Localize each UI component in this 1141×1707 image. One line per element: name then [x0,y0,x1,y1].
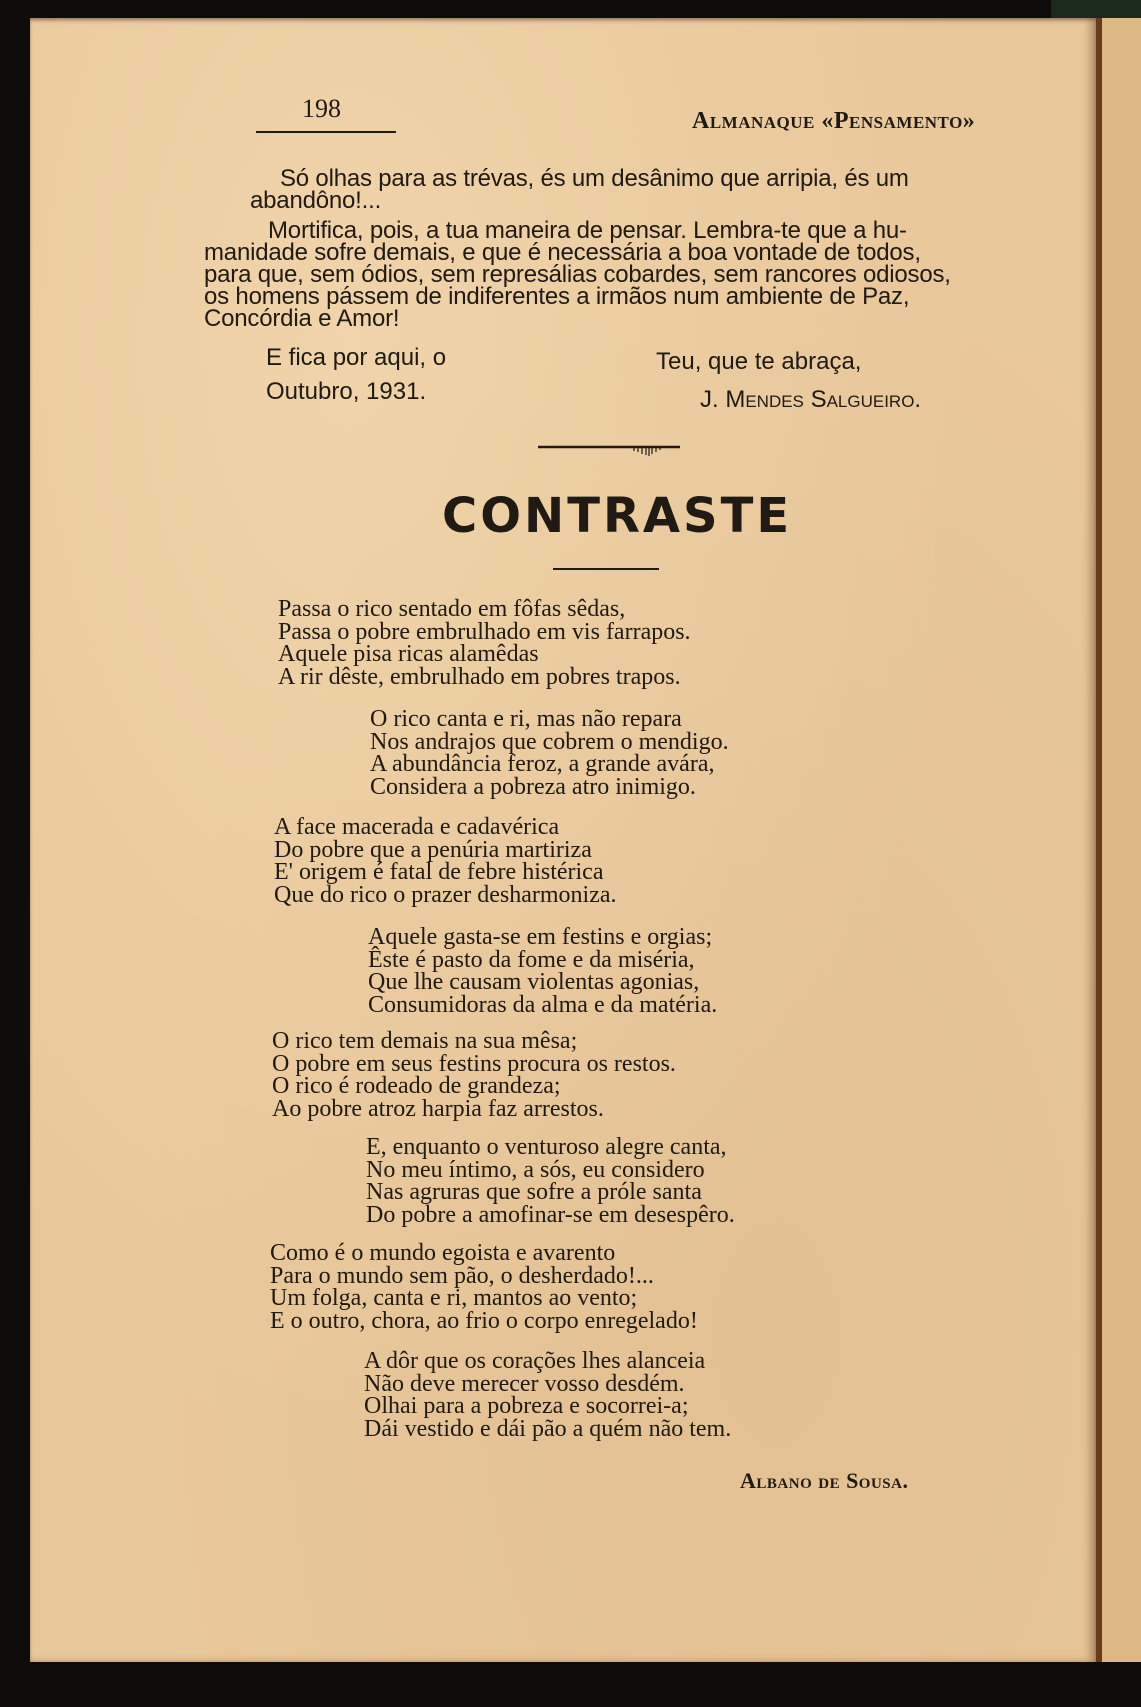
scan-edge [1051,0,1141,18]
poem-line: Não deve merecer vosso desdém. [364,1370,685,1397]
page-number: 198 [302,94,341,123]
facing-page-edge [1102,18,1141,1662]
letter-line: Mortifica, pois, a tua maneira de pensar. Lembra-te que a hu- [268,217,907,244]
poem-line: Um folga, canta e ri, mantos ao vento; [270,1285,638,1311]
poem-line: Êste é pasto da fome e da miséria, [368,946,695,973]
letter-date: Outubro, 1931. [266,378,427,405]
letter-signature: J. Mendes Salgueiro. [700,386,922,413]
poem-line: A dôr que os corações lhes alanceia [364,1348,706,1374]
poem-stanza [270,1242,698,1332]
poem-line: A abundância feroz, a grande avára, [370,751,715,777]
poem-stanza [272,1030,676,1120]
poem-line: No meu íntimo, a sós, eu considero [366,1156,705,1183]
poem-line: O rico tem demais na sua mêsa; [272,1028,578,1054]
poem-line: Que do rico o prazer desharmoniza. [274,881,617,908]
poem-line: Olhai para a pobreza e socorrei-a; [364,1393,689,1419]
letter-line: os homens pássem de indiferentes a irmãos num ambiente de Paz, [204,283,910,310]
poem-stanza [274,816,617,906]
poem-stanza [366,1136,735,1226]
letter-paragraph-2 [204,217,964,332]
poem-stanza [364,1350,731,1440]
poem-line: A face macerada e cadavérica [274,814,560,840]
poem-line: A rir dêste, embrulhado em pobres trapos. [278,663,681,690]
poem-line: Passa o pobre embrulhado em vis farrapos. [278,618,691,645]
poem-line: O pobre em seus festins procura os restos. [272,1050,676,1077]
poem-line: Consumidoras da alma e da matéria. [368,991,718,1018]
poem-line: Nas agruras que sofre a próle santa [366,1179,702,1205]
poem-line: E, enquanto o venturoso alegre canta, [366,1134,727,1160]
poem-stanza [368,926,717,1016]
poem-author: Albano de Sousa. [740,1468,909,1493]
poem-line: E o outro, chora, ao frio o corpo enregelado! [270,1307,698,1334]
poem-stanza [370,708,729,798]
poem-line: Aquele gasta-se em festins e orgias; [368,924,713,950]
poem-title: CONTRASTE [442,488,793,544]
poem-line: Nos andrajos que cobrem o mendigo. [370,728,729,755]
poem-line: Do pobre que a penúria martiriza [274,836,592,863]
poem-line: O rico canta e ri, mas não repara [370,706,682,732]
closing-left: E fica por aqui, o [266,344,447,371]
poem-line: Do pobre a amofinar-se em desespêro. [366,1201,735,1228]
poem-line: O rico é rodeado de grandeza; [272,1073,561,1099]
poem-line: Para o mundo sem pão, o desherdado!... [270,1262,654,1289]
letter-line: para que, sem ódios, sem represálias cobardes, sem rancores odiosos, [204,261,951,288]
poem-line: Ao pobre atroz harpia faz arrestos. [272,1095,604,1122]
poem-stanza [278,598,691,688]
poem-line: Dái vestido e dái pão a quém não tem. [364,1415,732,1442]
closing-right: Teu, que te abraça, [656,348,862,375]
poem-line: Considera a pobreza atro inimigo. [370,773,696,800]
letter-line: Só olhas para as trévas, és um desânimo que arripia, és um [280,165,909,192]
letter-line: Concórdia e Amor! [204,305,400,332]
poem-line: Passa o rico sentado em fôfas sêdas, [278,596,626,622]
poem-line: Como é o mundo egoista e avarento [270,1240,616,1266]
poem-line: Que lhe causam violentas agonias, [368,969,700,995]
letter-line: manidade sofre demais, e que é necessária a boa vontade de todos, [204,239,921,266]
poem-line: Aquele pisa ricas alamêdas [278,641,539,667]
letter-paragraph-1 [250,165,950,214]
divider-ornament-icon [538,444,680,458]
poem-line: E' origem é fatal de febre histérica [274,859,604,885]
letter-line: abandôno!... [250,187,382,214]
title-rule [553,568,659,570]
page-number-rule [256,131,396,133]
running-head: Almanaque «Pensamento» [692,108,976,134]
